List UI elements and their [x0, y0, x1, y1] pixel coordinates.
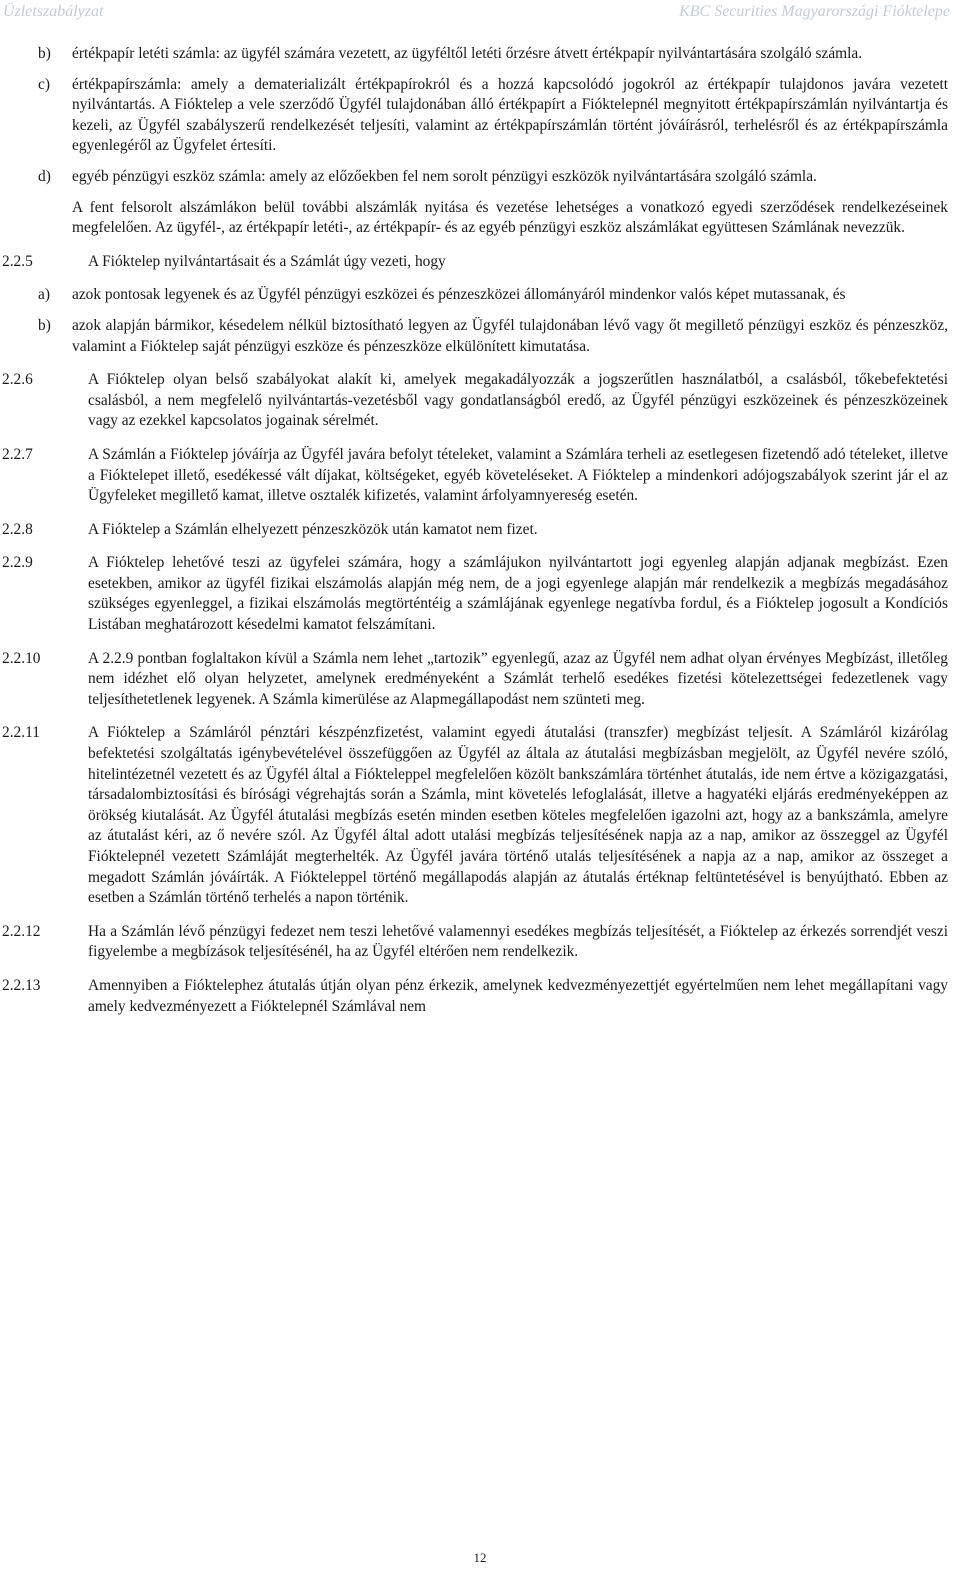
list-item-text: egyéb pénzügyi eszköz számla: amely az előzőekben fel nem sorolt pénzügyi eszközök nyilvántartására szolgáló számla. — [72, 167, 817, 185]
section-2-2-12 — [2, 922, 948, 963]
list-item-d — [2, 167, 948, 188]
list-item-text: értékpapír letéti számla: az ügyfél számára vezetett, az ügyféltől letéti őrzésre átvett értékpapír nyilvántartására szolgáló számla. — [72, 45, 863, 62]
section-text: A Fióktelep olyan belső szabályokat alakít ki, amelyek megakadályozzák a jogszerűtlen használatból, a csalásból, tőkebefektetési csalásból, a nem megfelelő nyilvántartás-vezetésből vagy gondatlanságból eredő, az Ügyfél pénzügyi eszközeinek és pénzeszközeinek vagy az ezekkel kapcsolatos jogainak sérelmét. — [88, 371, 948, 430]
section-2-2-9 — [2, 553, 948, 635]
section-2-2-13 — [2, 976, 948, 1017]
section-2-2-8 — [2, 520, 948, 541]
subaccount-note-paragraph: A fent felsorolt alszámlákon belül további alszámlák nyitása és vezetése lehetséges a vonatkozó egyedi szerződések rendelkezéseinek megfelelően. Az ügyfél-, az értékpapír letéti-, az értékpapír- és az egyéb pénzügyi eszköz alszámlákat együttesen Számlának nevezzük. — [72, 198, 948, 237]
section-2-2-6 — [2, 370, 948, 432]
list-item-c — [2, 75, 948, 157]
section-number: 2.2.8 — [2, 520, 33, 538]
section-2-2-10 — [2, 649, 948, 711]
header-right-title: KBC Securities Magyarországi Fióktelepe — [679, 3, 950, 20]
section-number: 2.2.12 — [2, 922, 41, 940]
section-text: A Fióktelep a Számláról pénztári készpénzfizetést, valamint egyedi átutalási (transzfer) megbízást teljesít. A Számláról kizárólag befektetési szolgáltatás igénybevételével összefüggően az Ügyfél az általa az átutalási megbízásban megjelölt, az Ügyfél nevére szóló, hitelintézetnél vezetett és az Ügyfél által a Fiókteleppel megfelelően közölt bankszámlára történhet átutalás, ide nem értve a közigazgatási, társadalombiztosítási és bírósági végrehajtás során a Számla, mint követelés lefoglalását, illetve a hagyatéki eljárás eredményeképpen az örökség kiutalását. Az Ügyfél átutalási megbízás esetén minden esetben köteles megfelelően igazolni azt, hogy az a bankszámla, amelyre az átutalást kéri, az ő nevére szól. Az Ügyfél által adott utalási megbízás teljesítésének napja az a nap, amikor az összeggel az Ügyfél Fióktelepnél vezetett Számláját megterhelték. Az Ügyfél javára történő utalás teljesítésének a napja az a nap, amikor az összeget a megadott Számlán jóváírták. A Fiókteleppel történő megállapodás alapján az átutalás értéknap feltüntetésével is benyújtható. Ebben az esetben a Számlán történő terhelés a napon történik. — [88, 724, 948, 907]
section-text: A Fióktelep nyilvántartásait és a Számlát úgy vezeti, hogy — [88, 252, 446, 270]
section-number: 2.2.10 — [2, 649, 41, 667]
section-number: 2.2.5 — [2, 252, 33, 270]
section-text: Ha a Számlán lévő pénzügyi fedezet nem teszi lehetővé valamennyi esedékes megbízás teljesítését, a Fióktelep az érkezés sorrendjét veszi figyelembe a megbízások teljesítésénél, ha az Ügyfél eltérően nem rendelkezik. — [88, 922, 948, 961]
list-label: b) — [38, 316, 51, 334]
section-number: 2.2.9 — [2, 554, 33, 572]
list-item-2-2-5-a — [2, 285, 948, 306]
section-2-2-11 — [2, 723, 948, 908]
section-text: A Számlán a Fióktelep jóváírja az Ügyfél javára befolyt tételeket, valamint a Számlára terheli az esetlegesen fizetendő adó tételeket, illetve a Fióktelepet illető, esedékessé vált díjakat, költségeket, egyéb követeléseket. A Fióktelep a mindenkori adójogszabályok szerint jár el az Ügyfeleket megillető kamat, illetve osztalék kifizetés, valamint árfolyamnyereség esetén. — [88, 445, 948, 505]
list-item-text: értékpapírszámla: amely a dematerializált értékpapírokról és a hozzá kapcsolódó jogokról az értékpapír tulajdonos javára vezetett nyilvántartás. A Fióktelep a vele szerződő Ügyfél tulajdonában álló értékpapírt a Fióktelepnél megnyitott értékpapírszámlán nyilvántartja és kezeli, az Ügyfél szabályszerű rendelkezését teljesíti, valamint az értékpapírszámlán történt jóváírásról, terhelésről és az értékpapírszámla egyenlegéről az Ügyfelet értesíti. — [72, 75, 948, 155]
list-item-b — [2, 44, 948, 65]
section-number: 2.2.13 — [2, 976, 41, 994]
list-label: b) — [38, 45, 51, 62]
list-label: a) — [38, 286, 50, 304]
list-item-2-2-5-b — [2, 316, 948, 357]
running-header — [0, 0, 960, 28]
list-item-text: azok alapján bármikor, késedelem nélkül biztosítható legyen az Ügyfél tulajdonában lévő vagy őt megillető pénzügyi eszköz és pénzeszköz, valamint a Fióktelep saját pénzügyi eszköze és pénzeszköze elkülönített kimutatása. — [72, 316, 948, 355]
section-text: A Fióktelep a Számlán elhelyezett pénzeszközök után kamatot nem fizet. — [88, 520, 538, 538]
list-item-text: azok pontosak legyenek és az Ügyfél pénzügyi eszközei és pénzeszközei állományáról mindenkor valós képet mutassanak, és — [72, 286, 846, 304]
list-label: c) — [38, 75, 50, 93]
document-body — [2, 44, 948, 1017]
page-number: 12 — [473, 1550, 487, 1565]
section-2-2-7 — [2, 445, 948, 507]
list-label: d) — [38, 167, 51, 185]
section-text: Amennyiben a Fióktelephez átutalás útján olyan pénz érkezik, amelynek kedvezményezettjét egyértelműen nem lehet megállapítani vagy amely kedvezményezett a Fióktelepnél Számlával nem — [88, 976, 948, 1015]
section-number: 2.2.11 — [2, 724, 40, 742]
section-text: A Fióktelep lehetővé teszi az ügyfelei számára, hogy a számlájukon nyilvántartott jogi egyenleg alapján adjanak megbízást. Ezen esetekben, amikor az ügyfél fizikai elszámolás alapján még nem, de a jogi egyenlege alapján már rendelkezik a megbízás megadásához szükséges egyenleggel, a fizikai elszámolás megtörténtéig a számlájának egyenlege negatívba fordul, és a Fióktelep jogosult a Kondíciós Listában meghatározott késedelmi kamatot felszámítani. — [88, 554, 948, 634]
header-left-title: Üzletszabályzat — [3, 3, 104, 20]
section-number: 2.2.7 — [2, 445, 33, 463]
section-text: A 2.2.9 pontban foglaltakon kívül a Számla nem lehet „tartozik” egyenlegű, azaz az Ügyfél nem adhat olyan érvényes Megbízást, illetőleg nem idézhet elő olyan helyzetet, amelynek eredményeként a Számlát terhelő esedékes fizetési kötelezettségei fedezetlenek vagy teljesíthetetlenek legyenek. A Számla kimerülése az Alapmegállapodást nem szünteti meg. — [88, 649, 948, 708]
section-number: 2.2.6 — [2, 371, 33, 389]
section-2-2-5 — [2, 252, 948, 273]
